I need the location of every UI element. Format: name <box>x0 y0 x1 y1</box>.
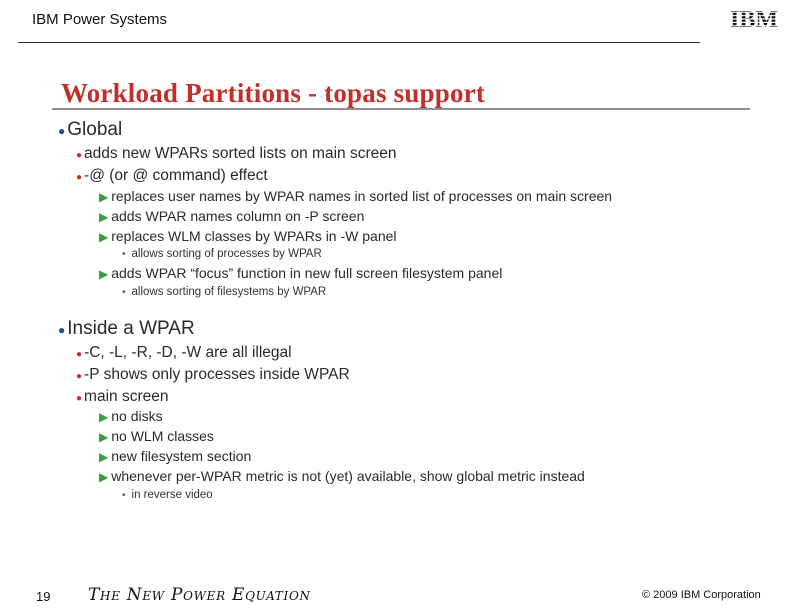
bullet-level-3 <box>99 448 251 464</box>
bullet-marker-icon: ▶ <box>99 430 109 444</box>
bullet-level-2 <box>76 366 350 384</box>
bullet-text: -@ (or @ command) effect <box>84 167 268 184</box>
bullet-level-3 <box>99 208 364 224</box>
bullet-marker-icon: ● <box>76 371 83 382</box>
bullet-level-3 <box>99 468 585 484</box>
bullet-level-2 <box>76 388 168 406</box>
bullet-level-3 <box>99 188 612 204</box>
bullet-text: replaces WLM classes by WPARs in -W panel <box>111 228 397 244</box>
bullet-marker-icon: ▶ <box>99 470 109 484</box>
bullet-text: allows sorting of processes by WPAR <box>131 248 322 260</box>
bullet-marker-icon: ▶ <box>99 190 109 204</box>
bullet-marker-icon: ▶ <box>99 230 109 244</box>
bullet-level-4 <box>122 248 322 260</box>
bullet-marker-icon: ● <box>76 150 83 161</box>
bullet-text: replaces user names by WPAR names in sorted list of processes on main screen <box>111 188 613 204</box>
bullet-text: Inside a WPAR <box>67 318 195 339</box>
bullet-level-3 <box>99 228 397 244</box>
header-title: IBM Power Systems <box>32 11 168 28</box>
bullet-text: no WLM classes <box>111 428 214 444</box>
bullet-level-3 <box>99 428 214 444</box>
bullet-text: new filesystem section <box>111 448 252 464</box>
bullet-level-1 <box>58 318 195 340</box>
slide-title: Workload Partitions - topas support <box>61 78 486 108</box>
bullet-marker-icon: ● <box>58 124 66 138</box>
bullet-text: -C, -L, -R, -D, -W are all illegal <box>84 344 292 361</box>
bullet-marker-icon: ▶ <box>99 450 109 464</box>
page-number: 19 <box>36 589 51 604</box>
bullet-text: whenever per-WPAR metric is not (yet) available, show global metric instead <box>111 468 585 484</box>
bullet-marker-icon: • <box>122 287 126 298</box>
bullet-text: adds WPAR “focus” function in new full screen filesystem panel <box>111 265 503 281</box>
bullet-marker-icon: ▶ <box>99 410 109 424</box>
bullet-text: in reverse video <box>131 489 213 501</box>
bullet-level-3 <box>99 265 502 281</box>
bullet-marker-icon: ● <box>58 323 66 337</box>
bullet-level-4 <box>122 286 326 298</box>
bullet-text: no disks <box>111 408 163 424</box>
bullet-level-2 <box>76 167 268 185</box>
bullet-text: adds new WPARs sorted lists on main screen <box>84 145 397 162</box>
bullet-text: Global <box>67 119 123 140</box>
copyright: © 2009 IBM Corporation <box>642 589 761 601</box>
bullet-level-2 <box>76 145 396 163</box>
tagline-text: The New Power Equation <box>88 585 310 605</box>
bullet-marker-icon: ▶ <box>99 267 109 281</box>
bullet-level-3 <box>99 408 163 424</box>
ibm-logo-text: IBM <box>730 7 778 30</box>
bullet-marker-icon: ● <box>76 172 83 183</box>
bullet-marker-icon: • <box>122 249 126 260</box>
bullet-marker-icon: ● <box>76 393 83 404</box>
bullet-text: adds WPAR names column on -P screen <box>111 208 365 224</box>
bullet-level-1 <box>58 119 122 141</box>
bullet-marker-icon: ▶ <box>99 210 109 224</box>
bullet-marker-icon: ● <box>76 349 83 360</box>
bullet-level-2 <box>76 344 292 362</box>
bullet-text: allows sorting of filesystems by WPAR <box>131 286 327 298</box>
tagline <box>86 580 326 608</box>
bullet-text: main screen <box>84 388 169 405</box>
bullet-text: -P shows only processes inside WPAR <box>84 366 350 383</box>
bullet-marker-icon: • <box>122 490 126 501</box>
bullet-level-4 <box>122 489 213 501</box>
